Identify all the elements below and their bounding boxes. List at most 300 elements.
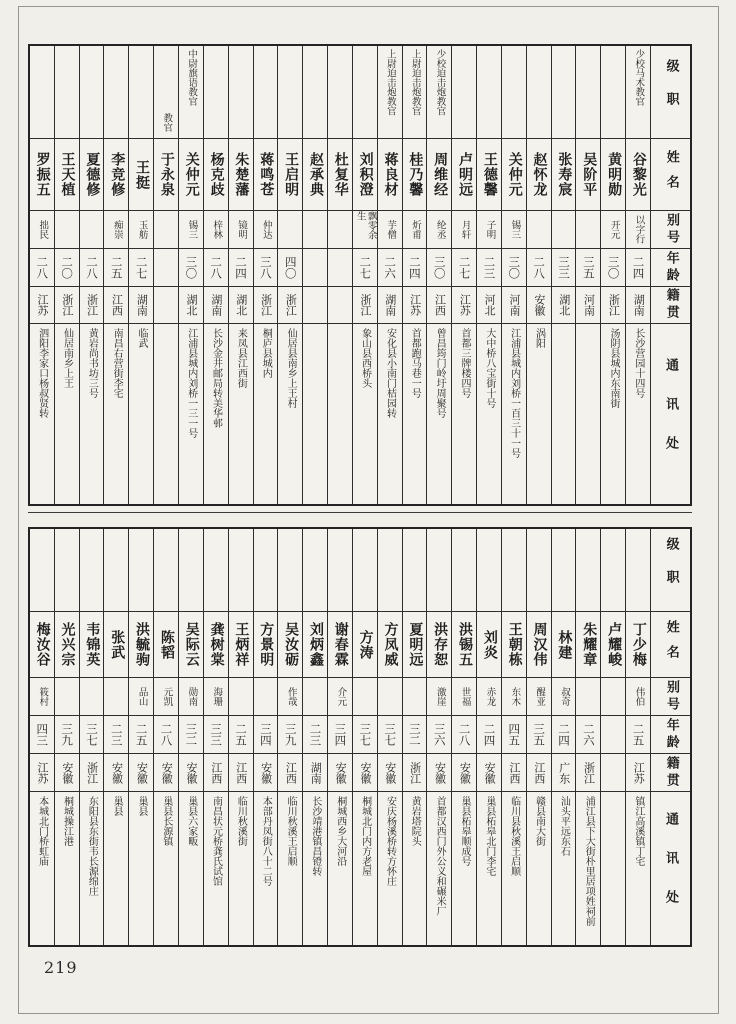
name-text: 林建 — [556, 629, 573, 660]
age-text: 三〇 — [507, 256, 522, 279]
address-cell — [601, 791, 625, 945]
age-text: 二六 — [581, 723, 596, 746]
rank-cell — [278, 46, 302, 138]
origin-text: 河北 — [483, 294, 497, 316]
roster-column — [302, 529, 327, 945]
origin-cell — [477, 753, 501, 791]
rank-cell — [452, 529, 476, 611]
roster-column — [526, 529, 551, 945]
alias-cell — [229, 210, 253, 248]
name-text: 周汉伟 — [531, 622, 548, 667]
origin-text: 安徽 — [60, 761, 74, 784]
name-text: 方涛 — [357, 629, 374, 660]
age-text: 三〇 — [184, 256, 199, 279]
address-cell — [427, 791, 451, 945]
roster-column — [30, 529, 54, 945]
roster-column — [30, 46, 54, 504]
age-text: 二四 — [631, 256, 646, 279]
age-cell — [477, 248, 501, 286]
name-text: 洪毓驹 — [134, 622, 151, 667]
origin-cell — [403, 753, 427, 791]
origin-cell — [502, 753, 526, 791]
origin-text: 安徽 — [458, 761, 472, 784]
origin-cell — [303, 753, 327, 791]
rank-text: 教官 — [161, 113, 173, 132]
address-cell — [30, 323, 54, 504]
age-text: 三六 — [432, 723, 447, 746]
address-text: 巢县柘皋北门李宅 — [483, 796, 495, 876]
age-text: 二八 — [84, 256, 99, 279]
name-cell — [403, 611, 427, 677]
address-cell — [104, 323, 128, 504]
alias-text: 纶丞 — [434, 220, 446, 239]
name-text: 韦锦英 — [84, 622, 101, 667]
origin-text: 浙江 — [284, 294, 298, 316]
age-text: 三九 — [283, 723, 298, 746]
age-cell — [154, 715, 178, 753]
alias-cell — [378, 210, 402, 248]
alias-cell — [303, 210, 327, 248]
age-cell — [229, 715, 253, 753]
age-text: 三二 — [184, 723, 199, 746]
name-text: 梅汝谷 — [34, 622, 51, 667]
name-cell — [427, 138, 451, 210]
name-text: 陈韬 — [158, 629, 175, 660]
alias-cell — [204, 677, 228, 715]
age-text: 二三 — [109, 723, 124, 746]
name-cell — [601, 138, 625, 210]
origin-text: 湖北 — [185, 294, 199, 316]
address-text: 曾昌筠门岭圩周聚号 — [434, 328, 446, 418]
address-text: 南昌右营街李宅 — [111, 328, 123, 398]
address-cell — [576, 791, 600, 945]
name-cell — [303, 611, 327, 677]
name-cell — [353, 138, 377, 210]
alias-text: 拙民 — [37, 220, 49, 239]
alias-cell — [278, 210, 302, 248]
origin-cell — [303, 286, 327, 323]
age-text: 二七 — [134, 256, 149, 279]
address-cell — [229, 323, 253, 504]
origin-text: 广东 — [557, 761, 571, 784]
origin-cell — [80, 753, 104, 791]
address-text: 黄岩塔院头 — [409, 796, 421, 846]
header-name-text: 姓名 — [663, 619, 679, 670]
header-column — [650, 46, 690, 504]
age-cell — [278, 248, 302, 286]
address-text: 桐庐县城内 — [260, 328, 272, 378]
age-text: 二三 — [308, 723, 323, 746]
alias-text: 激崖 — [434, 687, 446, 706]
rank-cell — [477, 46, 501, 138]
age-cell — [502, 715, 526, 753]
address-cell — [229, 791, 253, 945]
name-text: 谷黎光 — [630, 152, 647, 197]
address-cell — [452, 791, 476, 945]
address-cell — [452, 323, 476, 504]
age-text: 二三 — [482, 256, 497, 279]
origin-text: 安徽 — [532, 294, 546, 316]
origin-cell — [80, 286, 104, 323]
address-cell — [353, 323, 377, 504]
age-cell — [477, 715, 501, 753]
name-text: 方景明 — [258, 622, 275, 667]
alias-cell — [527, 210, 551, 248]
origin-cell — [403, 286, 427, 323]
age-cell — [80, 248, 104, 286]
origin-text: 安徽 — [110, 761, 124, 784]
address-text: 长沙金井邮局转美华邨 — [210, 328, 222, 428]
address-cell — [179, 791, 203, 945]
name-text: 王炳祥 — [233, 622, 250, 667]
alias-cell — [254, 677, 278, 715]
age-text: 四五 — [507, 723, 522, 746]
rank-cell — [303, 529, 327, 611]
name-text: 方凤威 — [382, 622, 399, 667]
rank-cell — [328, 46, 352, 138]
address-text: 赣县南大街 — [533, 796, 545, 846]
origin-cell — [452, 286, 476, 323]
roster-column — [277, 46, 302, 504]
age-text: 二四 — [234, 256, 249, 279]
roster-column — [476, 46, 501, 504]
name-cell — [254, 611, 278, 677]
name-text: 光兴宗 — [59, 622, 76, 667]
header-name-cell — [651, 611, 690, 677]
alias-cell — [229, 677, 253, 715]
roster-column — [526, 46, 551, 504]
name-cell — [527, 138, 551, 210]
rank-cell — [353, 529, 377, 611]
age-text: 四〇 — [283, 256, 298, 279]
roster-column — [253, 529, 278, 945]
origin-text: 湖南 — [309, 761, 323, 784]
address-cell — [303, 323, 327, 504]
rank-cell — [452, 46, 476, 138]
roster-column — [600, 46, 625, 504]
origin-cell — [576, 286, 600, 323]
alias-cell — [154, 677, 178, 715]
age-text: 三〇 — [606, 256, 621, 279]
rank-cell — [229, 46, 253, 138]
address-cell — [204, 323, 228, 504]
rank-cell — [204, 46, 228, 138]
address-text: 临武 — [136, 328, 147, 348]
address-text: 安化县小南门桔园转 — [384, 328, 396, 418]
name-text: 张寿宸 — [556, 152, 573, 197]
origin-text: 河南 — [582, 294, 596, 316]
age-text: 二四 — [482, 723, 497, 746]
rank-cell — [502, 46, 526, 138]
age-cell — [452, 248, 476, 286]
roster-column — [103, 529, 128, 945]
name-cell — [229, 138, 253, 210]
age-text: 二八 — [35, 256, 50, 279]
alias-cell — [576, 210, 600, 248]
age-text: 三八 — [258, 256, 273, 279]
address-text: 大中桥八宝街十号 — [483, 328, 495, 408]
origin-text: 湖南 — [383, 294, 397, 316]
origin-text: 湖北 — [234, 294, 248, 316]
alias-cell — [427, 210, 451, 248]
alias-text: 飘零余生 — [354, 211, 377, 240]
name-text: 罗振五 — [34, 152, 51, 197]
header-alias-text: 别号 — [663, 679, 679, 714]
name-text: 王挺 — [134, 159, 151, 190]
name-cell — [328, 138, 352, 210]
address-text: 江浦县城内刘桥一百三十一号 — [508, 328, 520, 458]
origin-cell — [576, 753, 600, 791]
age-text: 二七 — [358, 256, 373, 279]
alias-text: 以字行 — [633, 215, 645, 244]
roster-column — [551, 529, 576, 945]
origin-text: 湖南 — [632, 294, 646, 316]
roster-column — [451, 46, 476, 504]
name-text: 王启明 — [283, 152, 300, 197]
address-text: 临川县秋溪王启顺 — [508, 796, 520, 876]
rank-cell — [427, 529, 451, 611]
header-address-cell — [651, 323, 690, 504]
address-text: 桐城西乡大河沿 — [334, 796, 346, 866]
rank-cell — [278, 529, 302, 611]
name-text: 杜复华 — [332, 152, 349, 197]
rank-cell — [129, 529, 153, 611]
origin-cell — [502, 286, 526, 323]
alias-cell — [502, 210, 526, 248]
alias-cell — [626, 677, 650, 715]
origin-text: 湖南 — [209, 294, 223, 316]
alias-text: 炘甫 — [409, 220, 421, 239]
age-cell — [30, 248, 54, 286]
roster-column — [54, 529, 79, 945]
address-cell — [626, 323, 650, 504]
age-text: 二八 — [457, 723, 472, 746]
rank-cell — [552, 46, 576, 138]
address-text: 首都三牌楼四号 — [458, 328, 470, 398]
name-cell — [204, 611, 228, 677]
origin-cell — [55, 753, 79, 791]
rank-cell — [80, 529, 104, 611]
alias-cell — [55, 677, 79, 715]
roster-column — [625, 529, 650, 945]
origin-cell — [30, 286, 54, 323]
origin-cell — [601, 753, 625, 791]
origin-cell — [626, 753, 650, 791]
address-cell — [427, 323, 451, 504]
rank-cell — [552, 529, 576, 611]
age-cell — [254, 715, 278, 753]
address-text: 首都汉西门外公义和碾米厂 — [434, 796, 446, 916]
address-cell — [80, 323, 104, 504]
origin-text: 安徽 — [135, 761, 149, 784]
age-text: 三三 — [556, 256, 571, 279]
roster-column — [451, 529, 476, 945]
roster-column — [402, 46, 427, 504]
rank-cell — [527, 529, 551, 611]
age-cell — [328, 248, 352, 286]
alias-cell — [552, 210, 576, 248]
roster-column — [128, 529, 153, 945]
origin-text: 湖北 — [557, 294, 571, 316]
origin-text: 河南 — [508, 294, 522, 316]
header-alias-cell — [651, 210, 690, 248]
name-cell — [30, 138, 54, 210]
alias-cell — [403, 210, 427, 248]
roster-column — [103, 46, 128, 504]
header-rank-text: 级职 — [663, 537, 679, 603]
address-cell — [527, 791, 551, 945]
age-text: 二七 — [457, 256, 472, 279]
alias-cell — [477, 677, 501, 715]
age-cell — [576, 248, 600, 286]
origin-cell — [229, 286, 253, 323]
age-cell — [303, 248, 327, 286]
alias-text: 仲达 — [260, 220, 272, 239]
address-cell — [154, 323, 178, 504]
origin-text: 江西 — [110, 294, 124, 316]
origin-text: 江苏 — [408, 294, 422, 316]
roster-column — [426, 46, 451, 504]
age-cell — [601, 248, 625, 286]
roster-column — [302, 46, 327, 504]
address-text: 首都跑马巷一号 — [409, 328, 421, 398]
name-cell — [104, 611, 128, 677]
name-text: 朱楚藩 — [233, 152, 250, 197]
name-cell — [576, 611, 600, 677]
age-cell — [55, 715, 79, 753]
name-text: 蒋良材 — [382, 152, 399, 197]
age-cell — [278, 715, 302, 753]
address-cell — [179, 323, 203, 504]
alias-cell — [104, 210, 128, 248]
name-text: 刘炳鑫 — [307, 622, 324, 667]
age-cell — [502, 248, 526, 286]
address-text: 江浦县城内刘桥一三一号 — [185, 328, 197, 438]
header-name-cell — [651, 138, 690, 210]
rank-cell — [576, 529, 600, 611]
address-text: 本城北门桥虹庙 — [36, 796, 48, 866]
alias-cell — [527, 677, 551, 715]
address-text: 长沙靖港镇昌镫转 — [309, 796, 321, 876]
name-cell — [477, 138, 501, 210]
name-text: 于永泉 — [158, 152, 175, 197]
name-text: 洪存恕 — [432, 622, 449, 667]
address-cell — [403, 323, 427, 504]
roster-column — [203, 46, 228, 504]
rank-text: 中尉旗语教官 — [186, 49, 198, 106]
age-cell — [378, 715, 402, 753]
roster-column — [377, 529, 402, 945]
name-cell — [129, 138, 153, 210]
origin-cell — [104, 286, 128, 323]
address-cell — [328, 323, 352, 504]
roster-column — [178, 46, 203, 504]
rank-cell — [527, 46, 551, 138]
address-text: 汕头平远东石 — [558, 796, 570, 856]
origin-text: 江苏 — [35, 761, 49, 784]
age-text: 三五 — [581, 256, 596, 279]
roster-column — [178, 529, 203, 945]
roster-column — [79, 46, 104, 504]
alias-text: 子明 — [484, 220, 496, 239]
origin-cell — [353, 286, 377, 323]
name-cell — [55, 138, 79, 210]
name-cell — [129, 611, 153, 677]
name-text: 刘积澄 — [357, 152, 374, 197]
address-cell — [278, 323, 302, 504]
alias-text: 锡三 — [509, 220, 521, 239]
origin-cell — [427, 753, 451, 791]
address-cell — [129, 791, 153, 945]
age-text: 二五 — [134, 723, 149, 746]
alias-cell — [403, 677, 427, 715]
age-cell — [303, 715, 327, 753]
age-text: 三七 — [358, 723, 373, 746]
origin-text: 江西 — [209, 761, 223, 784]
address-text: 南昌状元桥龚氏试馆 — [210, 796, 222, 886]
rank-text: 少校迫击炮教官 — [434, 49, 446, 116]
address-cell — [154, 791, 178, 945]
origin-cell — [626, 286, 650, 323]
age-text: 二八 — [532, 256, 547, 279]
age-cell — [601, 715, 625, 753]
name-cell — [303, 138, 327, 210]
age-text: 三七 — [383, 723, 398, 746]
alias-cell — [179, 210, 203, 248]
origin-text: 浙江 — [85, 761, 99, 784]
name-cell — [378, 611, 402, 677]
roster-column — [501, 46, 526, 504]
alias-cell — [179, 677, 203, 715]
name-cell — [80, 611, 104, 677]
origin-cell — [254, 286, 278, 323]
name-text: 桂乃馨 — [407, 152, 424, 197]
roster-column — [79, 529, 104, 945]
name-cell — [278, 138, 302, 210]
header-rank-cell — [651, 46, 690, 138]
age-cell — [129, 248, 153, 286]
header-rank-cell — [651, 529, 690, 611]
alias-text: 月轩 — [459, 220, 471, 239]
name-cell — [427, 611, 451, 677]
age-cell — [104, 715, 128, 753]
origin-text: 江西 — [234, 761, 248, 784]
age-cell — [626, 248, 650, 286]
name-cell — [179, 611, 203, 677]
alias-cell — [55, 210, 79, 248]
origin-cell — [254, 753, 278, 791]
name-text: 王朝栋 — [506, 622, 523, 667]
alias-cell — [626, 210, 650, 248]
alias-cell — [452, 677, 476, 715]
roster-column — [153, 529, 178, 945]
age-text: 二五 — [109, 256, 124, 279]
name-text: 杨克歧 — [208, 152, 225, 197]
address-cell — [502, 791, 526, 945]
roster-column — [551, 46, 576, 504]
age-cell — [353, 715, 377, 753]
name-cell — [626, 611, 650, 677]
name-text: 赵怀龙 — [531, 152, 548, 197]
age-text: 二五 — [631, 723, 646, 746]
name-text: 蒋鸣苍 — [258, 152, 275, 197]
origin-text: 浙江 — [358, 294, 372, 316]
origin-cell — [179, 753, 203, 791]
age-text: 二五 — [234, 723, 249, 746]
name-cell — [378, 138, 402, 210]
rank-cell — [477, 529, 501, 611]
alias-text: 勋南 — [186, 687, 198, 706]
